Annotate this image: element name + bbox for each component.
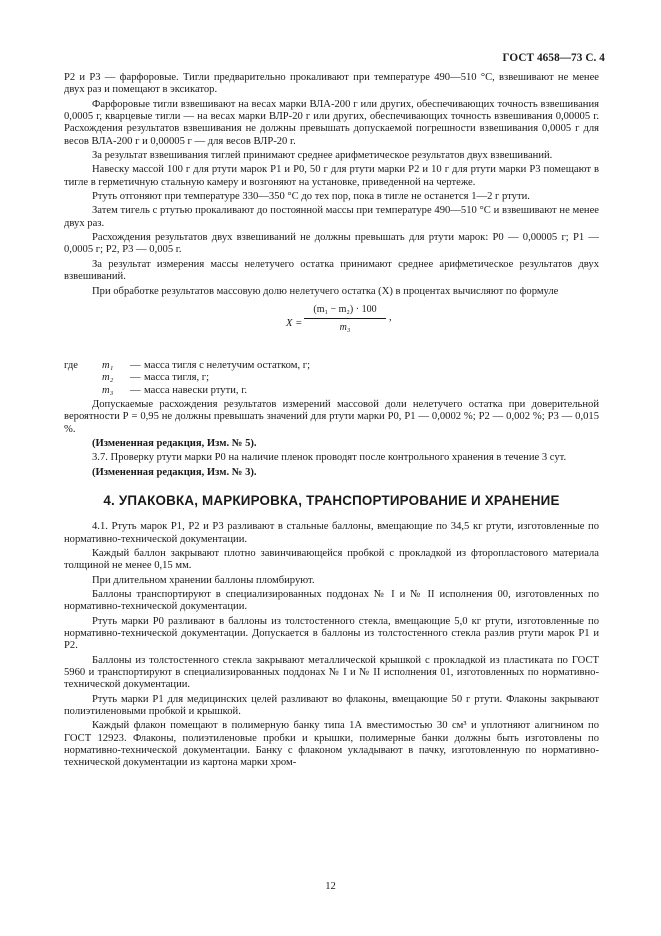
page-header: ГОСТ 4658—73 С. 4 [502, 52, 605, 64]
paragraph: Ртуть марки Р1 для медицинских целей разливают во флаконы, вмещающие 50 г ртути. Флаконы закрывают полиэтиленовыми пробкой и крышкой. [64, 693, 599, 718]
paragraph: Расхождения результатов двух взвешиваний не должны превышать для ртути марок: Р0 — 0,00005 г; Р1 — 0,0005 г; Р2, Р3 — 0,005 г. [64, 232, 599, 256]
paragraph: Допускаемые расхождения результатов измерений массовой доли нелетучего остатка при доверительной вероятности Р = 0,95 не должны превышать значений для ртути марки Р0, Р1 — 0,0002 %; Р2 — 0,002 %; Р3 — 0,015 %. [64, 398, 599, 435]
edit-note: (Измененная редакция, Изм. № 5). [92, 437, 257, 449]
paragraph: Баллоны из толстостенного стекла закрывают металлической крышкой с прокладкой из пластиката по ГОСТ 5960 и транспортируют в специализированных поддонах № I и № II исполнения 01, изготовленных по нормативно-технической документации. [64, 654, 599, 691]
body-text [64, 72, 599, 772]
legend-dash: — [130, 359, 141, 371]
paragraph: Р2 и Р3 — фарфоровые. Тигли предварительно прокаливают при температуре 490—510 °С, взвешивают не менее двух раз и помещают в эксикатор. [64, 72, 599, 96]
legend-text: масса тигля с нелетучим остатком, г; [144, 359, 311, 371]
legend-symbol: m₃ [102, 384, 114, 396]
paragraph: 4.1. Ртуть марок Р1, Р2 и Р3 разливают в стальные баллоны, вмещающие по 34,5 кг ртути, изготовленные по нормативно-технической документации. [64, 521, 599, 545]
paragraph: При обработке результатов массовую долю нелетучего остатка (X) в процентах вычисляют по формуле [92, 285, 559, 297]
section-title: 4. УПАКОВКА, МАРКИРОВКА, ТРАНСПОРТИРОВАНИЕ И ХРАНЕНИЕ [103, 492, 560, 508]
paragraph: Ртуть марки Р0 разливают в баллоны из толстостенного стекла, вмещающие 5,0 кг ртути, изготовленные по нормативно-технической документации. Допускается в баллоны из толстостенного стекла разлив ртути марок Р1 и Р2. [64, 615, 599, 652]
legend-text: масса тигля, г; [144, 372, 210, 384]
legend-lead: где [64, 359, 78, 371]
legend-text: масса навески ртути, г. [144, 384, 247, 396]
legend-row [64, 360, 599, 372]
paragraph: За результат взвешивания тиглей принимают среднее арифметическое результатов двух взвешиваний. [92, 150, 553, 162]
formula-tail: , [389, 311, 392, 323]
paragraph: Ртуть отгоняют при температуре 330—350 °С до тех пор, пока в тигле не останется 1—2 г ртути. [92, 191, 530, 203]
legend-row [64, 385, 599, 397]
legend-dash: — [130, 384, 141, 396]
paragraph: Каждый баллон закрывают плотно завинчивающейся пробкой с прокладкой из фторопластового материала толщиной не менее 0,15 мм. [64, 547, 599, 572]
legend-symbol: m₁ [102, 359, 114, 371]
formula-numerator: (m₁ − m₂) · 100 [313, 303, 377, 315]
legend-dash: — [130, 372, 141, 384]
legend-row [64, 372, 599, 384]
paragraph: Баллоны транспортируют в специализированных поддонах № I и № II исполнения 00, изготовленных по нормативно-технической документации. [64, 589, 599, 613]
paragraph: Фарфоровые тигли взвешивают на весах марки ВЛА-200 г или других, обеспечивающих точность взвешивания 0,0005 г, кварцевые тигли — на весах марки ВЛР-20 г или других, обеспечивающих точность взвешивания 0,00005 г. Расхождения результатов взвешивания не должны превышать допускаемой погрешности взвешивания 0,0005 г для весов ВЛА-200 г и 0,00005 г — для весов ВЛР-20 г. [64, 98, 599, 147]
paragraph: При длительном хранении баллоны пломбируют. [92, 574, 315, 586]
paragraph: За результат измерения массы нелетучего остатка принимают среднее арифметическое результатов двух взвешиваний. [64, 258, 599, 283]
formula [64, 304, 599, 356]
page-number: 12 [325, 881, 336, 892]
edit-note: (Измененная редакция, Изм. № 3). [92, 466, 257, 478]
paragraph: Каждый флакон помещают в полимерную банку типа 1А вместимостью 30 см³ и уплотняют алигнином по ГОСТ 12923. Флаконы, полиэтиленовые пробки и крышки, полимерные банки должны быть изготовлены по нормативно-технической документации. Банку с флаконом укладывают в пачку, изготовленную по нормативно-технической документации из картона марки хром- [64, 720, 599, 769]
paragraph: Затем тигель с ртутью прокаливают до постоянной массы при температуре 490—510 °С и взвешивают не менее двух раз. [64, 205, 599, 229]
paragraph: Навеску массой 100 г для ртути марок Р1 и Р0, 50 г для ртути марки Р2 и 10 г для ртути марки Р3 помещают в тигле в герметичную стальную камеру и возгоняют на установке, приведенной на чертеже. [64, 164, 599, 188]
formula-denominator: m₃ [339, 321, 351, 333]
formula-lhs: X = [286, 317, 303, 329]
paragraph: 3.7. Проверку ртути марки Р0 на наличие пленок проводят после контрольного хранения в течение 3 сут. [92, 452, 567, 464]
legend-symbol: m₂ [102, 372, 114, 384]
variable-legend [64, 360, 599, 397]
fraction-bar [304, 318, 386, 319]
